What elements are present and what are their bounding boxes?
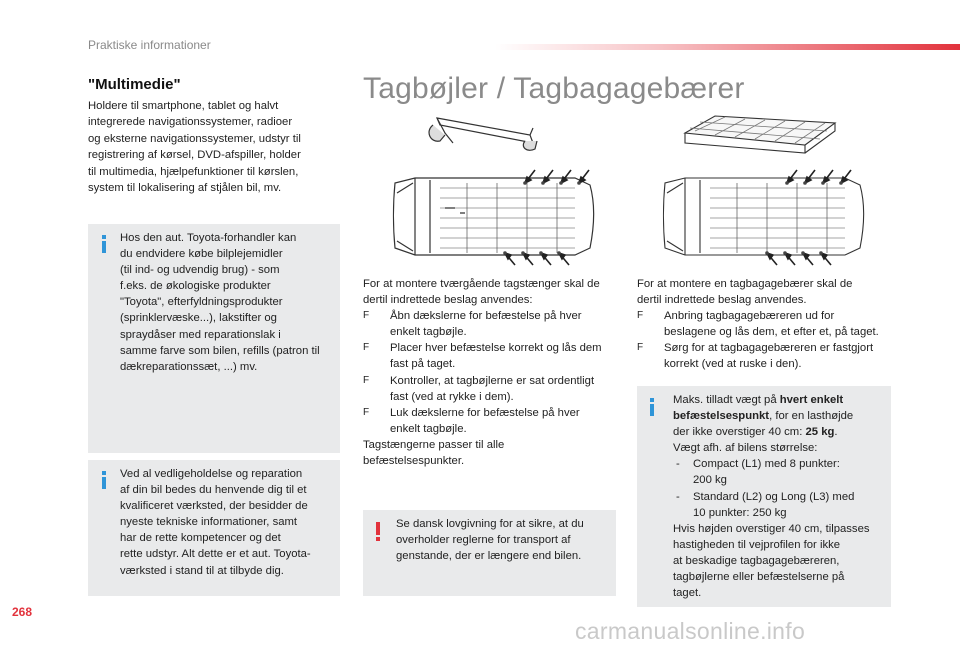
list-item: F Åbn dækslerne for befæstelse på hver enkelt tagbøjle. — [363, 310, 582, 339]
crossbars-outro: Tagstængerne passer til alle befæstelsespunkter. — [363, 438, 505, 468]
bullet-icon: F — [363, 342, 370, 354]
crossbars-instructions — [363, 276, 625, 469]
bullet-icon: F — [363, 406, 370, 418]
info-icon — [649, 398, 655, 416]
list-item: - Standard (L2) og Long (L3) med 10 punkter: 250 kg — [676, 490, 855, 519]
list-item: - Compact (L1) med 8 punkter: 200 kg — [676, 458, 840, 487]
bullet-icon: F — [363, 374, 370, 386]
watermark: carmanualsonline.info — [575, 618, 806, 644]
info-icon — [101, 235, 107, 253]
roof-rack-instructions — [637, 276, 899, 373]
bullet-icon: F — [637, 342, 644, 354]
crossbars-steps — [363, 308, 625, 437]
roof-rack-illustration — [655, 113, 875, 273]
info-icon — [101, 471, 107, 489]
header-accent-bar — [495, 44, 960, 50]
warning-text: Se dansk lovgivning for at sikre, at du overholder reglerne for transport af genstande, der er længere end bilen. — [396, 518, 584, 563]
page-title: Tagbøjler / Tagbagagebærer — [363, 72, 745, 105]
bullet-icon: F — [363, 310, 370, 322]
warning-box — [363, 510, 616, 596]
list-item: F Kontroller, at tagbøjlerne er sat ordentligt fast (ved at rykke i dem). — [363, 374, 595, 403]
warning-icon — [374, 522, 382, 542]
list-item: F Sørg for at tagbagagebæreren er fastgjort korrekt (ved at ruske i den). — [637, 342, 874, 371]
page-number: 268 — [12, 605, 33, 619]
crossbar-illustration — [385, 113, 615, 273]
roof-rack-intro: For at montere en tagbagagebærer skal de dertil indrettede beslag anvendes. — [637, 278, 853, 307]
roof-rack-steps — [637, 308, 899, 372]
multimedia-title: "Multimedie" — [88, 76, 181, 93]
info-box-maintenance — [88, 460, 340, 596]
crossbars-intro: For at montere tværgående tagstænger skal de dertil indrettede beslag anvendes: — [363, 278, 600, 307]
load-info-box — [637, 386, 891, 607]
list-item: F Placer hver befæstelse korrekt og lås dem fast på taget. — [363, 342, 602, 371]
list-item: F Luk dækslerne for befæstelse på hver enkelt tagbøjle. — [363, 406, 580, 435]
bullet-icon: F — [637, 310, 644, 322]
info-box-maintenance-text: Ved al vedligeholdelse og reparation af din bil bedes du henvende dig til et kvalificeret værksted, der besidder de nyeste tekniske informationer, samt har de rette kompetencer og det rette udstyr. Alt dette er et aut. Toyota- værksted i stand til at tilbyde dig. — [120, 468, 311, 577]
list-item: F Anbring tagbagagebæreren ud for beslagene og lås dem, et efter et, på taget. — [637, 310, 879, 339]
info-box-accessories-text: Hos den aut. Toyota-forhandler kan du endvidere købe bilplejemidler (til ind- og udvendig brug) - som f.eks. de økologiske produkter "Toyota", efterfyldningsprodukter (sprinklervæske...), lakstifter og spraydåser med reparationslak i samme farve som bilen, refills (patron til dækreparationssæt, ...) mv. — [120, 232, 320, 373]
load-info-text: Maks. tilladt vægt på hvert enkelt befæstelsespunkt, for en lasthøjde der ikke overstiger 40 cm: 25 kg. Vægt afh. af bilens størrelse: - Compact (L1) med 8 punkter: 200 kg - Standard (L2) og Long (L3) med 10 punkter: 250 kg Hvis højden overstiger 40 cm, tilpasses hastigheden til vejprofilen for ikke at beskadige tagbagagebæreren, tagbøjlerne eller befæstelserne på taget. — [673, 392, 887, 601]
multimedia-body: Holdere til smartphone, tablet og halvt integrerede navigationssystemer, radioer og eksterne navigationssystemer, udstyr til registrering af kørsel, DVD-afspiller, holder til multimedia, hjælpefunktioner til kørslen, system til lokalisering af stjålen bil, mv. — [88, 100, 301, 195]
section-label: Praktiske informationer — [88, 38, 211, 52]
info-box-accessories — [88, 224, 340, 453]
